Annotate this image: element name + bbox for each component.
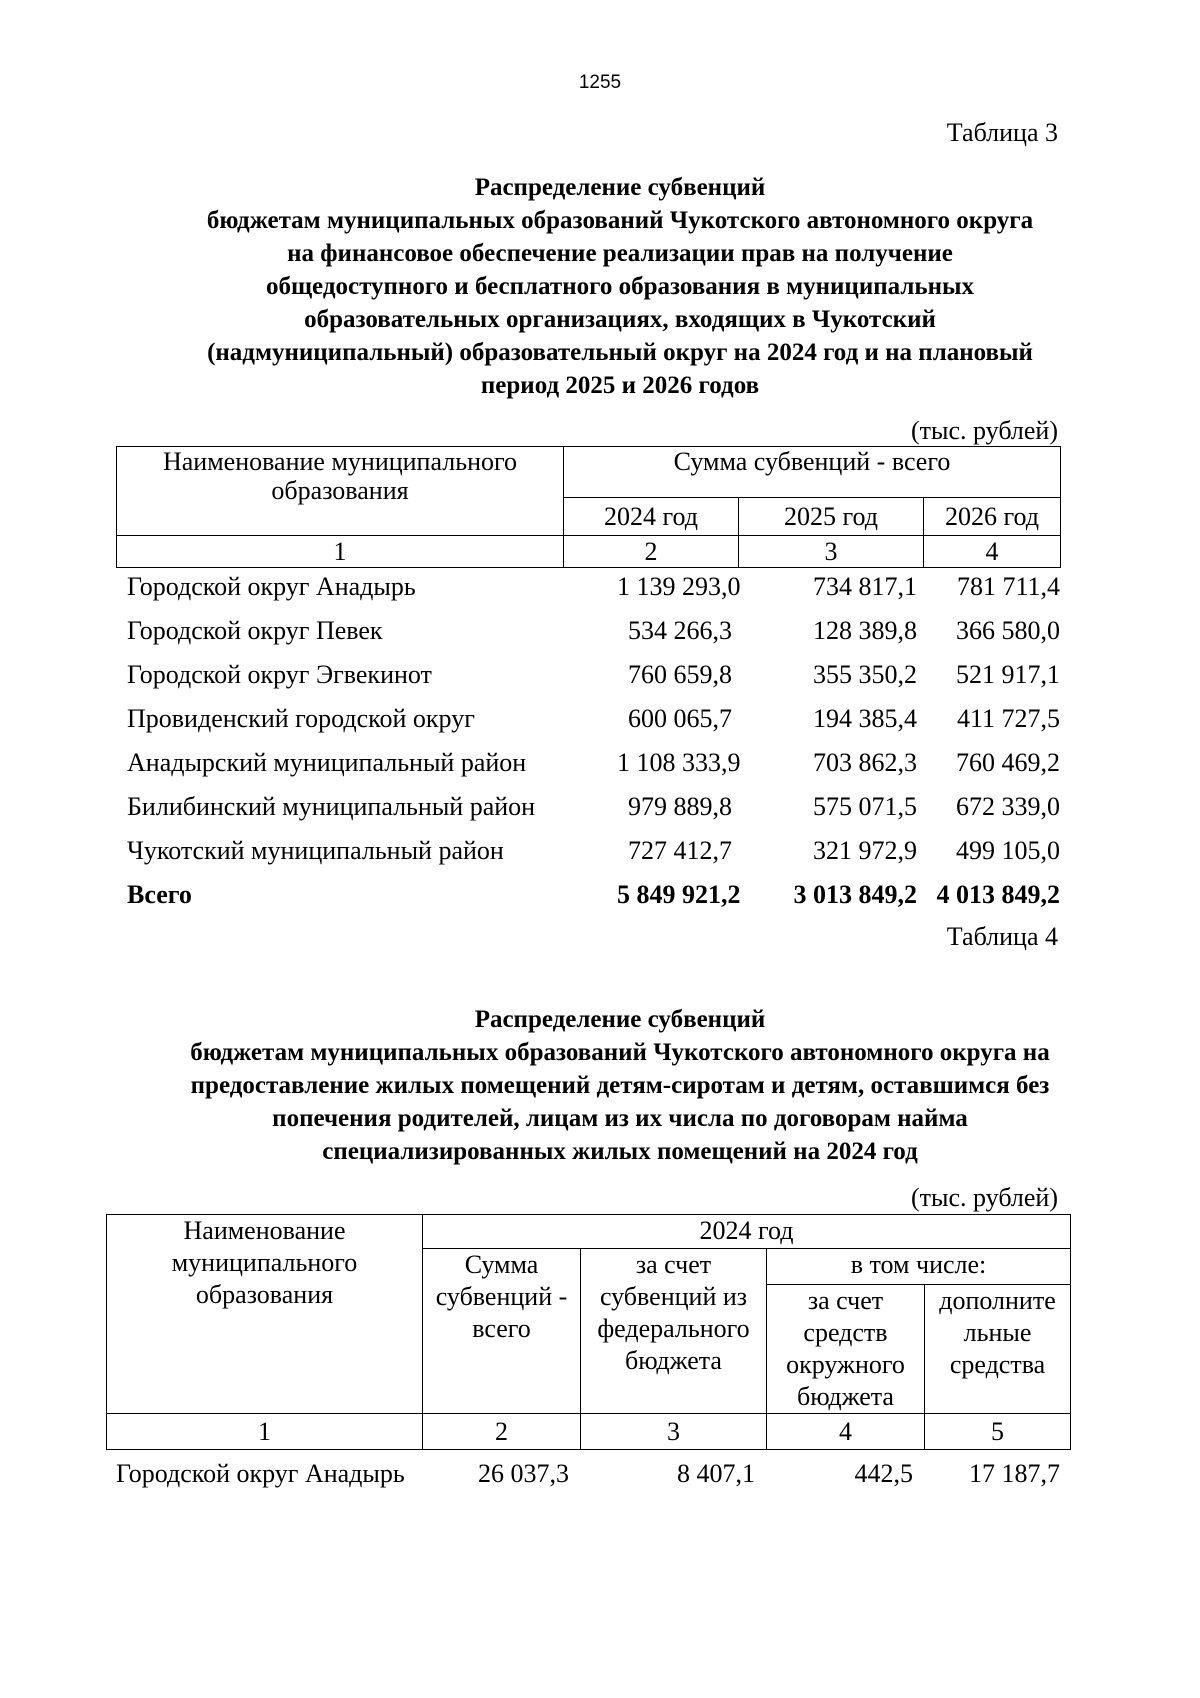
table4-title bbox=[120, 1003, 1120, 1168]
row-value-2026: 521 917,1 bbox=[956, 660, 1060, 689]
table4-header-federal: за счет субвенций из федерального бюджета bbox=[581, 1249, 767, 1414]
table3-title-line: (надмуниципальный) образовательный округ на 2024 год и на плановый bbox=[207, 339, 1033, 366]
table4-header-name: Наименование муниципального образования bbox=[107, 1215, 423, 1414]
total-2026: 4 013 849,2 bbox=[936, 880, 1060, 909]
table3-colnum: 3 bbox=[739, 536, 924, 568]
table3-units: (тыс. рублей) bbox=[910, 416, 1058, 445]
table4-header bbox=[106, 1214, 1071, 1450]
row-value-2024: 727 412,7 bbox=[628, 836, 732, 865]
row-name: Городской округ Анадырь bbox=[127, 572, 416, 601]
row-value-federal: 8 407,1 bbox=[677, 1459, 755, 1488]
row-value-2026: 781 711,4 bbox=[956, 572, 1060, 601]
table3-header-sum: Сумма субвенций - всего bbox=[564, 447, 1061, 498]
row-value-2025: 128 389,8 bbox=[813, 616, 917, 645]
table3-colnum: 1 bbox=[117, 536, 564, 568]
table3-title-line: Распределение субвенций bbox=[474, 174, 766, 201]
row-value-2025: 703 862,3 bbox=[813, 748, 917, 777]
table3-body bbox=[127, 565, 1060, 917]
table3-colnum: 4 bbox=[924, 536, 1061, 568]
row-value-2025: 734 817,1 bbox=[813, 572, 917, 601]
table-row bbox=[127, 565, 1060, 609]
table-row bbox=[127, 829, 1060, 873]
row-value-2026: 672 339,0 bbox=[956, 792, 1060, 821]
table4-title-line: предоставление жилых помещений детям-сиротам и детям, оставшимся без bbox=[190, 1072, 1050, 1099]
row-value-2026: 499 105,0 bbox=[956, 836, 1060, 865]
table-row bbox=[127, 653, 1060, 697]
row-value-2025: 355 350,2 bbox=[813, 660, 917, 689]
row-value-2025: 321 972,9 bbox=[813, 836, 917, 865]
row-value-sum: 26 037,3 bbox=[478, 1459, 569, 1488]
table-row bbox=[127, 741, 1060, 785]
table3-title-line: период 2025 и 2026 годов bbox=[480, 372, 760, 399]
row-value-2024: 1 108 333,9 bbox=[617, 748, 741, 777]
row-name: Билибинский муниципальный район bbox=[127, 792, 536, 821]
table3-header bbox=[116, 446, 1061, 568]
row-value-2024: 600 065,7 bbox=[628, 704, 732, 733]
row-name: Городской округ Анадырь bbox=[116, 1459, 405, 1488]
table3-header-2026: 2026 год bbox=[924, 498, 1061, 536]
table4-colnum: 5 bbox=[925, 1414, 1071, 1450]
row-name: Чукотский муниципальный район bbox=[127, 836, 504, 865]
row-value-2024: 534 266,3 bbox=[628, 616, 732, 645]
table4-label: Таблица 4 bbox=[946, 922, 1058, 951]
table4-colnum: 2 bbox=[423, 1414, 581, 1450]
table3-title-line: бюджетам муниципальных образований Чукотского автономного округа bbox=[206, 207, 1034, 234]
table3-header-2025: 2025 год bbox=[739, 498, 924, 536]
table4-title-line: попечения родителей, лицам из их числа по договорам найма bbox=[272, 1105, 968, 1132]
table4-title-line: бюджетам муниципальных образований Чукотского автономного округа на bbox=[190, 1039, 1050, 1066]
table4-header-additional: дополните льные средства bbox=[925, 1285, 1071, 1414]
table3-title-line: общедоступного и бесплатного образования в муниципальных bbox=[265, 273, 975, 300]
table4-colnum: 3 bbox=[581, 1414, 767, 1450]
row-value-2026: 366 580,0 bbox=[956, 616, 1060, 645]
row-value-2026: 760 469,2 bbox=[956, 748, 1060, 777]
table3-header-2024: 2024 год bbox=[564, 498, 739, 536]
table3-header-name: Наименование муниципального образования bbox=[117, 447, 564, 536]
table3-title bbox=[120, 171, 1120, 402]
total-label: Всего bbox=[127, 880, 192, 909]
table4-header-including: в том числе: bbox=[767, 1249, 1071, 1285]
table-row bbox=[116, 1452, 1060, 1496]
table3-title-line: образовательных организациях, входящих в Чукотский bbox=[304, 306, 936, 333]
row-value-2024: 760 659,8 bbox=[628, 660, 732, 689]
row-name: Городской округ Певек bbox=[127, 616, 383, 645]
row-value-additional: 17 187,7 bbox=[969, 1459, 1060, 1488]
table4-header-district: за счет средств окружного бюджета bbox=[767, 1285, 925, 1414]
table4-body bbox=[116, 1452, 1060, 1496]
total-row bbox=[127, 873, 1060, 917]
table4-colnum: 4 bbox=[767, 1414, 925, 1450]
row-name: Городской округ Эгвекинот bbox=[127, 660, 432, 689]
table-row bbox=[127, 697, 1060, 741]
page-number: 1255 bbox=[578, 72, 622, 93]
table-row bbox=[127, 609, 1060, 653]
table4-units: (тыс. рублей) bbox=[910, 1183, 1058, 1212]
row-name: Анадырский муниципальный район bbox=[127, 748, 527, 777]
row-value-2024: 1 139 293,0 bbox=[617, 572, 741, 601]
table4-header-sum: Сумма субвенций - всего bbox=[423, 1249, 581, 1414]
row-value-district: 442,5 bbox=[854, 1459, 913, 1488]
row-value-2025: 194 385,4 bbox=[813, 704, 917, 733]
row-value-2024: 979 889,8 bbox=[628, 792, 732, 821]
row-name: Провиденский городской округ bbox=[127, 704, 475, 733]
total-2024: 5 849 921,2 bbox=[617, 880, 741, 909]
table3-label: Таблица 3 bbox=[946, 118, 1058, 147]
row-value-2026: 411 727,5 bbox=[956, 704, 1060, 733]
table4-title-line: Распределение субвенций bbox=[474, 1006, 766, 1033]
table4-colnum: 1 bbox=[107, 1414, 423, 1450]
table3-colnum: 2 bbox=[564, 536, 739, 568]
table4-header-year: 2024 год bbox=[423, 1215, 1071, 1249]
table3-title-line: на финансовое обеспечение реализации прав на получение bbox=[287, 240, 953, 267]
total-2025: 3 013 849,2 bbox=[793, 880, 917, 909]
table-row bbox=[127, 785, 1060, 829]
table4-title-line: специализированных жилых помещений на 2024 год bbox=[322, 1138, 918, 1165]
row-value-2025: 575 071,5 bbox=[813, 792, 917, 821]
